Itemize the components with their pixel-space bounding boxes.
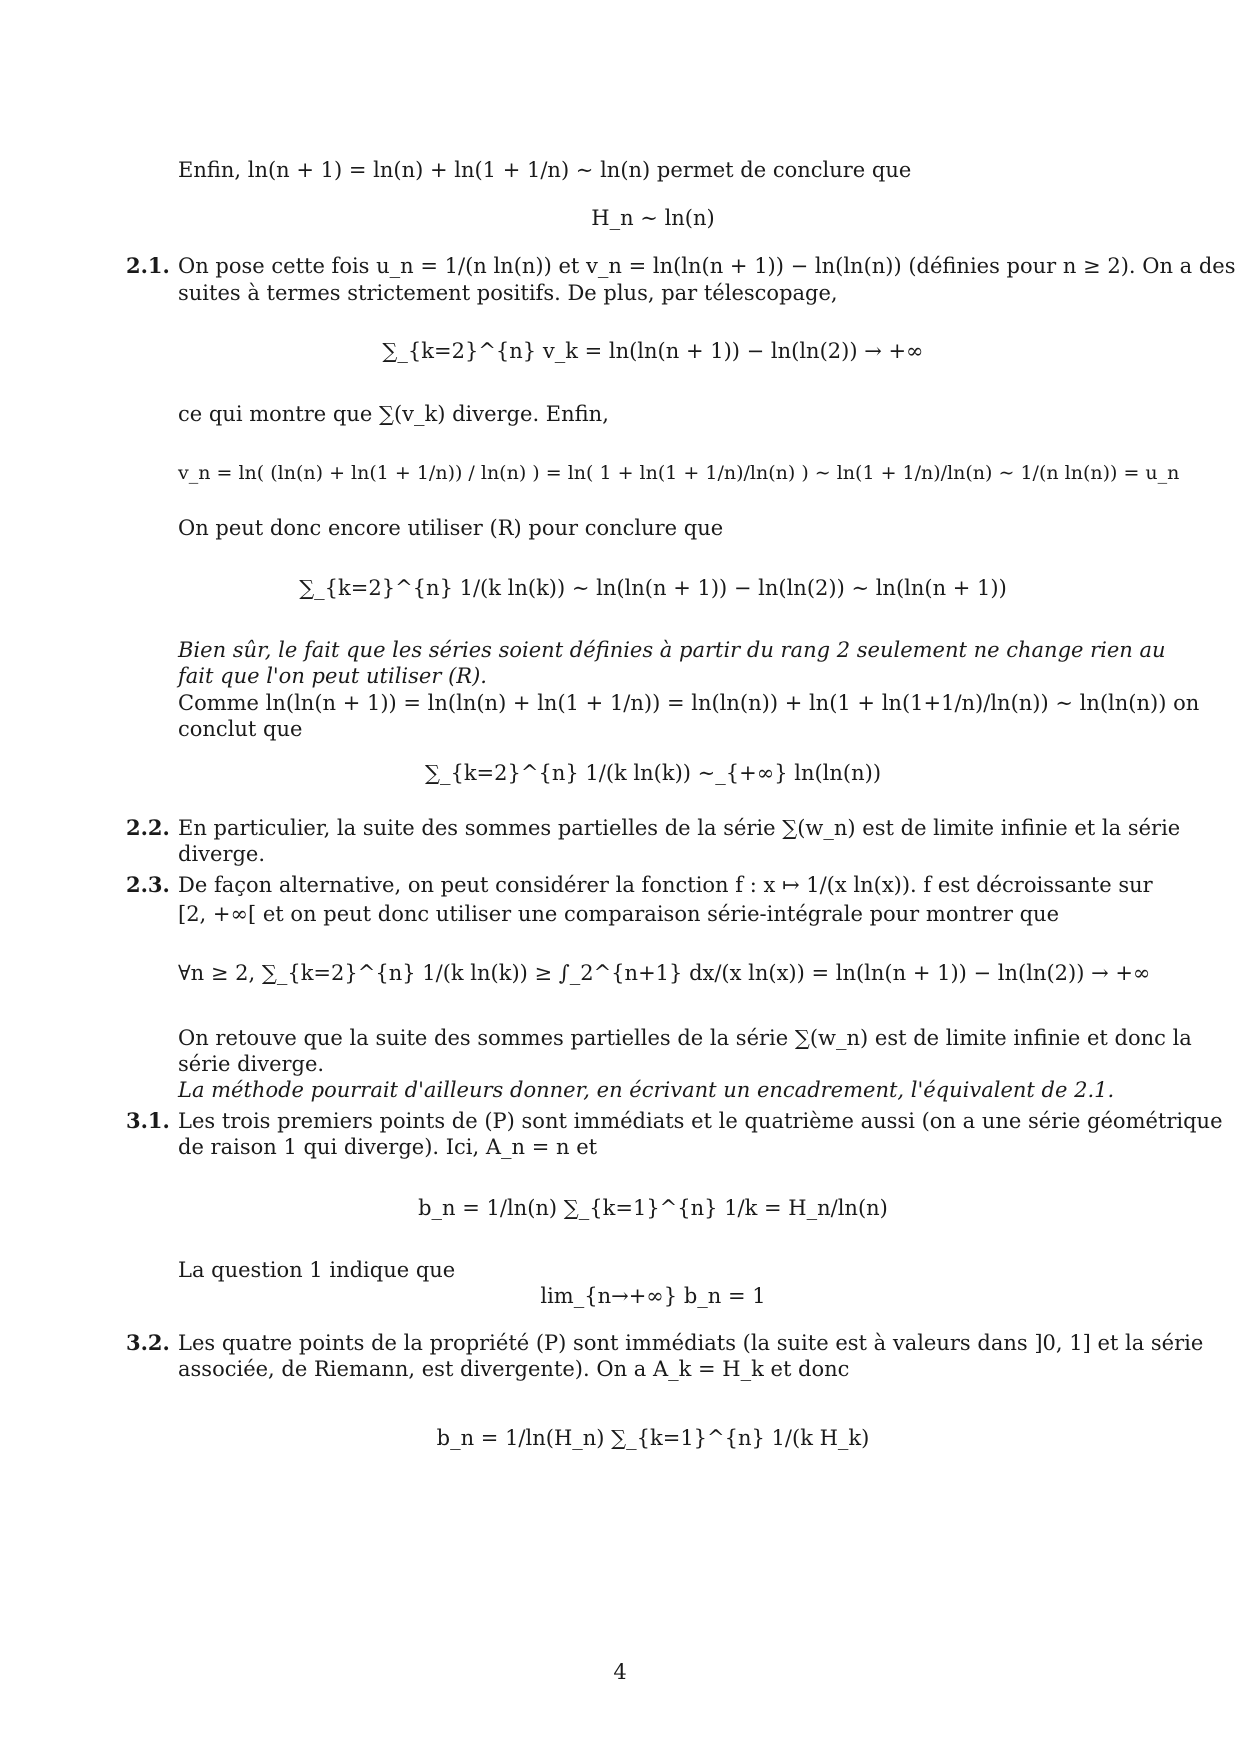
text-line: diverge. bbox=[178, 842, 266, 866]
remark-line: Bien sûr, le fait que les séries soient définies à partir du rang 2 seulement ne change rien au bbox=[178, 638, 1166, 662]
text-line: On pose cette fois u_n = 1/(n ln(n)) et v_n = ln(ln(n + 1)) − ln(ln(n)) (définies pour n ≥ 2). On a des bbox=[178, 254, 1236, 278]
text-line: [2, +∞[ et on peut donc utiliser une comparaison série-intégrale pour montrer que bbox=[178, 902, 1059, 926]
text-line: Enfin, ln(n + 1) = ln(n) + ln(1 + 1/n) ∼ ln(n) permet de conclure que bbox=[178, 158, 912, 182]
remark-line: fait que l'on peut utiliser (R). bbox=[178, 664, 487, 688]
text-line: associée, de Riemann, est divergente). On a A_k = H_k et donc bbox=[178, 1357, 850, 1381]
text-line: Les trois premiers points de (P) sont immédiats et le quatrième aussi (on a une série géométrique bbox=[178, 1109, 1223, 1133]
display-equation: ∑_{k=2}^{n} 1/(k ln(k)) ∼ ln(ln(n + 1)) − ln(ln(2)) ∼ ln(ln(n + 1)) bbox=[299, 576, 1007, 600]
display-equation: ∀n ≥ 2, ∑_{k=2}^{n} 1/(k ln(k)) ≥ ∫_2^{n+1} dx/(x ln(x)) = ln(ln(n + 1)) − ln(ln(2)) → +∞ bbox=[178, 961, 1151, 985]
remark-line: La méthode pourrait d'ailleurs donner, en écrivant un encadrement, l'équivalent de 2.1. bbox=[178, 1078, 1115, 1102]
display-equation: ∑_{k=2}^{n} v_k = ln(ln(n + 1)) − ln(ln(2)) → +∞ bbox=[382, 339, 924, 363]
text-line: Comme ln(ln(n + 1)) = ln(ln(n) + ln(1 + 1/n)) = ln(ln(n)) + ln(1 + ln(1+1/n)/ln(n)) ∼ ln(ln(n)) on bbox=[178, 691, 1200, 715]
display-equation: H_n ∼ ln(n) bbox=[591, 206, 715, 230]
section-number: 3.1. bbox=[126, 1108, 170, 1133]
section-number: 2.1. bbox=[126, 253, 170, 278]
display-equation: lim_{n→+∞} b_n = 1 bbox=[540, 1284, 766, 1308]
section-number: 3.2. bbox=[126, 1330, 170, 1355]
text-line: La question 1 indique que bbox=[178, 1258, 456, 1282]
section-number: 2.2. bbox=[126, 815, 170, 840]
page-number: 4 bbox=[613, 1660, 627, 1684]
text-line: Les quatre points de la propriété (P) sont immédiats (la suite est à valeurs dans ]0, 1] et la série bbox=[178, 1331, 1204, 1355]
text-line: conclut que bbox=[178, 717, 303, 741]
text-line: De façon alternative, on peut considérer la fonction f : x ↦ 1/(x ln(x)). f est décroissante sur bbox=[178, 873, 1153, 897]
text-line: On peut donc encore utiliser (R) pour conclure que bbox=[178, 516, 724, 540]
text-line: En particulier, la suite des sommes partielles de la série ∑(w_n) est de limite infinie et la série bbox=[178, 816, 1181, 840]
display-equation: b_n = 1/ln(n) ∑_{k=1}^{n} 1/k = H_n/ln(n) bbox=[418, 1196, 888, 1220]
text-line: de raison 1 qui diverge). Ici, A_n = n et bbox=[178, 1135, 598, 1159]
section-number: 2.3. bbox=[126, 872, 170, 897]
text-line: On retouve que la suite des sommes partielles de la série ∑(w_n) est de limite infinie et donc la bbox=[178, 1026, 1192, 1050]
text-line: ce qui montre que ∑(v_k) diverge. Enfin, bbox=[178, 402, 609, 426]
display-equation: ∑_{k=2}^{n} 1/(k ln(k)) ∼_{+∞} ln(ln(n)) bbox=[424, 761, 882, 785]
text-line: série diverge. bbox=[178, 1052, 325, 1076]
display-equation: b_n = 1/ln(H_n) ∑_{k=1}^{n} 1/(k H_k) bbox=[436, 1426, 870, 1450]
display-equation: v_n = ln( (ln(n) + ln(1 + 1/n)) / ln(n) ) = ln( 1 + ln(1 + 1/n)/ln(n) ) ∼ ln(1 + 1/n)/ln(n) ∼ 1/(n ln(n)) = u_n bbox=[178, 462, 1180, 484]
text-line: suites à termes strictement positifs. De plus, par télescopage, bbox=[178, 281, 838, 305]
